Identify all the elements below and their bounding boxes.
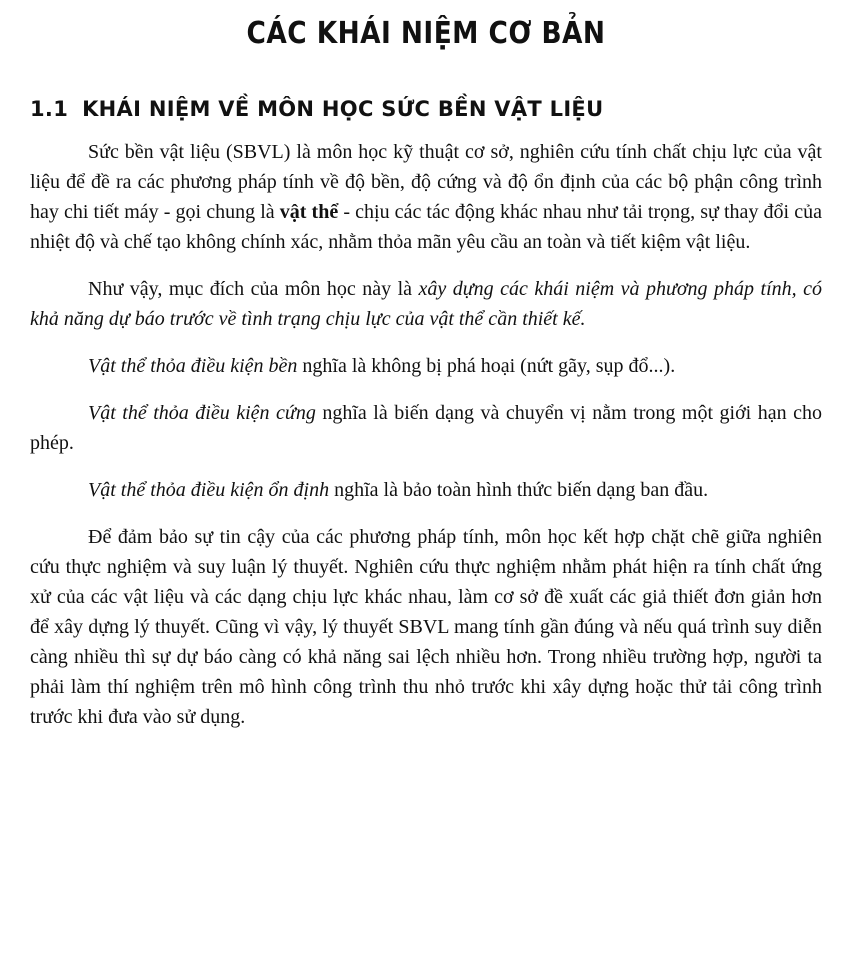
paragraph-reliability <box>30 522 822 732</box>
body-text <box>30 137 822 732</box>
section-heading <box>30 97 822 121</box>
paragraph-text: Như vậy, mục đích của môn học này là <box>88 278 419 300</box>
section-number: 1.1 <box>30 97 69 121</box>
paragraph-stability-condition <box>30 475 822 505</box>
paragraph-text: - chịu các tác động khác nhau như tải trọng, sự thay đổi của nhiệt độ và chế tạo không chính xác, nhằm thỏa mãn yêu cầu an toàn và tiết kiệm vật liệu. <box>30 201 822 253</box>
paragraph-text: Để đảm bảo sự tin cậy của các phương pháp tính, môn học kết hợp chặt chẽ giữa nghiên cứu thực nghiệm và suy luận lý thuyết. Nghiên cứu thực nghiệm nhằm phát hiện ra tính chất ứng xử của các vật liệu và các dạng chịu lực khác nhau, làm cơ sở đề xuất các giả thiết đơn giản hơn để xây dựng lý thuyết. Cũng vì vậy, lý thuyết SBVL mang tính gần đúng và nếu quá trình suy diễn càng nhiều thì sự dự báo càng có khả năng sai lệch nhiều hơn. Trong nhiều trường hợp, người ta phải làm thí nghiệm trên mô hình công trình thu nhỏ trước khi xây dựng hoặc thử tải công trình trước khi đưa vào sử dụng. <box>30 526 822 728</box>
paragraph-definition <box>30 137 822 257</box>
paragraph-text: nghĩa là không bị phá hoại (nứt gãy, sụp đổ...). <box>297 355 676 377</box>
chapter-title: CÁC KHÁI NIỆM CƠ BẢN <box>246 16 606 51</box>
paragraph-text: Sức bền vật liệu (SBVL) là môn học kỹ thuật cơ sở, nghiên cứu tính chất chịu lực của vật liệu để đề ra các phương pháp tính về độ bền, độ cứng và độ ổn định của các bộ phận công trình hay chi tiết máy - gọi chung là <box>30 141 822 223</box>
section-title: KHÁI NIỆM VỀ MÔN HỌC SỨC BỀN VẬT LIỆU <box>82 97 604 121</box>
bold-term: vật thể <box>279 201 339 223</box>
italic-term: Vật thể thỏa điều kiện cứng <box>88 402 316 424</box>
italic-term: Vật thể thỏa điều kiện bền <box>88 355 298 377</box>
paragraph-stiffness-condition <box>30 398 822 458</box>
paragraph-text: nghĩa là bảo toàn hình thức biến dạng ban đầu. <box>329 479 709 501</box>
italic-term: Vật thể thỏa điều kiện ổn định <box>88 479 330 501</box>
paragraph-text: nghĩa là biến dạng và chuyển vị nằm trong một giới hạn cho phép. <box>30 402 822 454</box>
paragraph-strength-condition <box>30 351 822 381</box>
italic-text: xây dựng các khái niệm và phương pháp tính, có khả năng dự báo trước về tình trạng chịu lực của vật thể cần thiết kế. <box>30 278 822 330</box>
paragraph-purpose <box>30 274 822 334</box>
